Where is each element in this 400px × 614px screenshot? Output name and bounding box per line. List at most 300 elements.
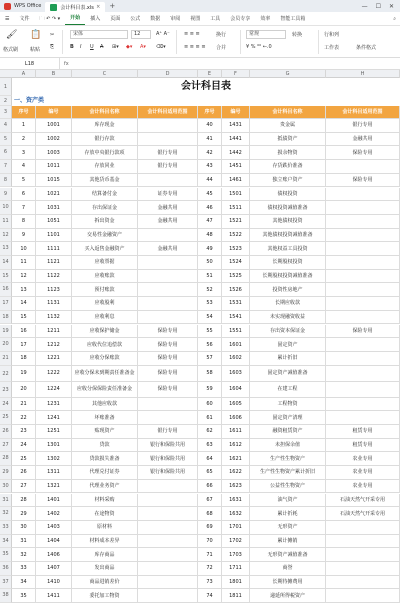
- table-cell[interactable]: 52: [198, 283, 222, 297]
- table-cell[interactable]: 买入返售金融资产: [72, 242, 138, 256]
- font-color-icon[interactable]: A▾: [140, 44, 146, 50]
- table-cell[interactable]: 31: [12, 535, 36, 549]
- table-cell[interactable]: 66: [198, 480, 222, 494]
- table-cell[interactable]: 租赁专用: [326, 425, 400, 439]
- table-cell[interactable]: 70: [198, 535, 222, 549]
- table-cell[interactable]: 1703: [222, 548, 250, 562]
- number-format-icons[interactable]: ¥ % ⁰⁰ ←.0: [246, 44, 272, 50]
- table-cell[interactable]: 商誉: [250, 562, 326, 576]
- table-cell[interactable]: 1602: [222, 352, 250, 366]
- table-cell[interactable]: 57: [198, 352, 222, 366]
- table-cell[interactable]: 累计折旧: [250, 352, 326, 366]
- table-cell[interactable]: 累计摊销: [250, 535, 326, 549]
- table-cell[interactable]: [138, 521, 198, 535]
- formula-input[interactable]: [73, 58, 400, 70]
- row-header-9[interactable]: 9: [0, 188, 12, 202]
- table-cell[interactable]: 1605: [222, 398, 250, 412]
- row-header-24[interactable]: 24: [0, 398, 12, 412]
- row-header-6[interactable]: 6: [0, 146, 12, 160]
- name-box[interactable]: L18: [0, 58, 60, 70]
- table-cell[interactable]: [138, 133, 198, 147]
- table-cell[interactable]: 1411: [36, 589, 72, 603]
- table-cell[interactable]: 46: [198, 201, 222, 215]
- table-cell[interactable]: 在途物资: [72, 507, 138, 521]
- table-cell[interactable]: 公益性生物资产: [250, 480, 326, 494]
- table-cell[interactable]: 1021: [36, 188, 72, 202]
- table-cell[interactable]: [138, 562, 198, 576]
- table-cell[interactable]: 67: [198, 494, 222, 508]
- table-cell[interactable]: 1631: [222, 494, 250, 508]
- table-cell[interactable]: 长期股权投资减值准备: [250, 270, 326, 284]
- table-cell[interactable]: 1702: [222, 535, 250, 549]
- table-cell[interactable]: 其他应收款: [72, 398, 138, 412]
- table-cell[interactable]: [138, 507, 198, 521]
- table-cell[interactable]: [138, 576, 198, 590]
- column-header-G[interactable]: G: [250, 70, 326, 78]
- table-cell[interactable]: 材料采购: [72, 494, 138, 508]
- table-cell[interactable]: [326, 188, 400, 202]
- table-cell[interactable]: 1521: [222, 215, 250, 229]
- italic-icon[interactable]: I: [80, 44, 82, 50]
- table-cell[interactable]: 1241: [36, 411, 72, 425]
- table-cell[interactable]: 1606: [222, 411, 250, 425]
- menu-item-8[interactable]: 会员专享: [230, 15, 251, 22]
- table-cell[interactable]: 1603: [222, 366, 250, 382]
- table-cell[interactable]: [326, 242, 400, 256]
- table-cell[interactable]: 保险专用: [138, 325, 198, 339]
- table-cell[interactable]: 贴现资产: [72, 425, 138, 439]
- table-cell[interactable]: 40: [198, 119, 222, 133]
- table-cell[interactable]: 投资性房地产: [250, 283, 326, 297]
- row-header-11[interactable]: 11: [0, 215, 12, 229]
- table-cell[interactable]: 1632: [222, 507, 250, 521]
- table-cell[interactable]: 拆出资金: [72, 215, 138, 229]
- table-cell[interactable]: 应收代位追偿款: [72, 338, 138, 352]
- table-cell[interactable]: 1132: [36, 311, 72, 325]
- table-cell[interactable]: 20: [12, 382, 36, 398]
- table-cell[interactable]: 银行和保险共用: [138, 452, 198, 466]
- table-cell[interactable]: [138, 270, 198, 284]
- table-cell[interactable]: 金融共用: [326, 133, 400, 147]
- table-cell[interactable]: 1622: [222, 466, 250, 480]
- table-cell[interactable]: 26: [12, 466, 36, 480]
- table-cell[interactable]: 固定资产: [250, 338, 326, 352]
- table-cell[interactable]: [138, 283, 198, 297]
- table-cell[interactable]: 1: [12, 119, 36, 133]
- table-cell[interactable]: 递延所得税资产: [250, 589, 326, 603]
- table-cell[interactable]: 石油天然气开采专用: [326, 507, 400, 521]
- menu-item-4[interactable]: 数据: [150, 15, 161, 22]
- table-cell[interactable]: 35: [12, 589, 36, 603]
- table-cell[interactable]: 存放中央银行款项: [72, 146, 138, 160]
- table-cell[interactable]: 50: [198, 256, 222, 270]
- table-cell[interactable]: 债权投资: [250, 188, 326, 202]
- row-header-22[interactable]: 22: [0, 366, 12, 382]
- table-cell[interactable]: 坏账准备: [72, 411, 138, 425]
- row-header-10[interactable]: 10: [0, 201, 12, 215]
- table-cell[interactable]: 证券专用: [138, 188, 198, 202]
- table-cell[interactable]: 3: [12, 146, 36, 160]
- app-home-tab[interactable]: [0, 0, 45, 12]
- table-cell[interactable]: [326, 229, 400, 243]
- table-cell[interactable]: 保险专用: [138, 338, 198, 352]
- table-cell[interactable]: 1406: [36, 548, 72, 562]
- convert-button[interactable]: 转换: [292, 32, 303, 38]
- search-icon[interactable]: ⌕: [393, 15, 396, 22]
- table-cell[interactable]: 29: [12, 507, 36, 521]
- table-cell[interactable]: [326, 562, 400, 576]
- table-cell[interactable]: 存出保证金: [72, 201, 138, 215]
- table-cell[interactable]: 1701: [222, 521, 250, 535]
- table-cell[interactable]: 1401: [36, 494, 72, 508]
- table-cell[interactable]: 41: [198, 133, 222, 147]
- table-cell[interactable]: 1541: [222, 311, 250, 325]
- table-cell[interactable]: 6: [12, 188, 36, 202]
- row-header-26[interactable]: 26: [0, 425, 12, 439]
- table-cell[interactable]: 保险专用: [138, 352, 198, 366]
- row-header-29[interactable]: 29: [0, 466, 12, 480]
- table-cell[interactable]: [326, 548, 400, 562]
- table-cell[interactable]: 71: [198, 548, 222, 562]
- table-cell[interactable]: 21: [12, 398, 36, 412]
- table-cell[interactable]: 62: [198, 425, 222, 439]
- table-cell[interactable]: 72: [198, 562, 222, 576]
- table-cell[interactable]: 金融共用: [138, 242, 198, 256]
- table-cell[interactable]: 1224: [36, 382, 72, 398]
- table-cell[interactable]: 17: [12, 338, 36, 352]
- table-cell[interactable]: [326, 398, 400, 412]
- table-cell[interactable]: 1711: [222, 562, 250, 576]
- table-cell[interactable]: 69: [198, 521, 222, 535]
- table-cell[interactable]: 保险专用: [326, 325, 400, 339]
- table-cell[interactable]: 原材料: [72, 521, 138, 535]
- table-cell[interactable]: 预付账款: [72, 283, 138, 297]
- table-cell[interactable]: 13: [12, 283, 36, 297]
- table-cell[interactable]: 1212: [36, 338, 72, 352]
- table-cell[interactable]: 农业专用: [326, 480, 400, 494]
- table-cell[interactable]: 累计折耗: [250, 507, 326, 521]
- table-cell[interactable]: 其他债权投资: [250, 215, 326, 229]
- table-cell[interactable]: 未实现融资收益: [250, 311, 326, 325]
- table-cell[interactable]: [326, 297, 400, 311]
- table-cell[interactable]: 27: [12, 480, 36, 494]
- spreadsheet-grid[interactable]: [0, 70, 400, 614]
- table-cell[interactable]: 应收保护储金: [72, 325, 138, 339]
- menu-item-10[interactable]: 智能工具箱: [280, 15, 306, 22]
- table-cell[interactable]: 73: [198, 576, 222, 590]
- align-top-icon[interactable]: ≡ ≡ ≡: [184, 31, 200, 37]
- table-cell[interactable]: 1301: [36, 439, 72, 453]
- table-cell[interactable]: 74: [198, 589, 222, 603]
- table-cell[interactable]: [138, 256, 198, 270]
- font-family-select[interactable]: 宋体: [70, 30, 128, 39]
- table-cell[interactable]: [326, 576, 400, 590]
- table-cell[interactable]: 1402: [36, 507, 72, 521]
- row-header-23[interactable]: 23: [0, 382, 12, 398]
- table-cell[interactable]: 24: [12, 439, 36, 453]
- table-cell[interactable]: [326, 589, 400, 603]
- table-cell[interactable]: 1531: [222, 297, 250, 311]
- row-header-36[interactable]: 36: [0, 562, 12, 576]
- table-cell[interactable]: 1442: [222, 146, 250, 160]
- menu-file[interactable]: 文件: [19, 15, 30, 22]
- table-cell[interactable]: 存出资本保证金: [250, 325, 326, 339]
- paste-icon[interactable]: 📋: [30, 30, 42, 40]
- table-cell[interactable]: 债权投资减值准备: [250, 201, 326, 215]
- table-cell[interactable]: 22: [12, 411, 36, 425]
- table-cell[interactable]: 63: [198, 439, 222, 453]
- font-size-select[interactable]: 12: [131, 30, 151, 39]
- table-cell[interactable]: 结算备付金: [72, 188, 138, 202]
- table-cell[interactable]: 银行专用: [138, 146, 198, 160]
- table-cell[interactable]: 石油天然气开采专用: [326, 494, 400, 508]
- table-cell[interactable]: 无形资产减值准备: [250, 548, 326, 562]
- table-cell[interactable]: 材料成本差异: [72, 535, 138, 549]
- row-header-8[interactable]: 8: [0, 174, 12, 188]
- table-cell[interactable]: 1524: [222, 256, 250, 270]
- menu-item-1[interactable]: 插入: [90, 15, 101, 22]
- table-cell[interactable]: 1441: [222, 133, 250, 147]
- table-cell[interactable]: [326, 352, 400, 366]
- table-cell[interactable]: 4: [12, 160, 36, 174]
- table-cell[interactable]: 1031: [36, 201, 72, 215]
- table-cell[interactable]: 18: [12, 352, 36, 366]
- table-cell[interactable]: 1410: [36, 576, 72, 590]
- menu-item-3[interactable]: 公式: [130, 15, 141, 22]
- table-cell[interactable]: 应收分保账款: [72, 352, 138, 366]
- number-format-select[interactable]: 常规: [246, 30, 286, 39]
- row-header-13[interactable]: 13: [0, 242, 12, 256]
- row-header-19[interactable]: 19: [0, 325, 12, 339]
- table-cell[interactable]: 1111: [36, 242, 72, 256]
- row-header-1[interactable]: 1: [0, 78, 12, 96]
- menu-item-9[interactable]: 效率: [260, 15, 271, 22]
- table-cell[interactable]: 应收票据: [72, 256, 138, 270]
- document-tab[interactable]: [45, 2, 105, 12]
- table-cell[interactable]: 64: [198, 452, 222, 466]
- table-cell[interactable]: 54: [198, 311, 222, 325]
- quick-access-icons[interactable]: 🗀 ↶ ↷ ▾: [39, 15, 61, 22]
- table-cell[interactable]: 其他货币基金: [72, 174, 138, 188]
- table-cell[interactable]: 7: [12, 201, 36, 215]
- minimize-icon[interactable]: —: [361, 2, 368, 10]
- close-window-icon[interactable]: ✕: [388, 2, 394, 10]
- table-cell[interactable]: 58: [198, 366, 222, 382]
- table-cell[interactable]: 49: [198, 242, 222, 256]
- table-cell[interactable]: 委托加工物资: [72, 589, 138, 603]
- table-cell[interactable]: 9: [12, 229, 36, 243]
- table-cell[interactable]: [138, 589, 198, 603]
- table-cell[interactable]: [326, 535, 400, 549]
- row-header-34[interactable]: 34: [0, 535, 12, 549]
- row-header-14[interactable]: 14: [0, 256, 12, 270]
- table-cell[interactable]: 固定资产清理: [250, 411, 326, 425]
- table-cell[interactable]: 生产性生物资产: [250, 452, 326, 466]
- strikethrough-icon[interactable]: A: [100, 44, 104, 50]
- table-cell[interactable]: 53: [198, 297, 222, 311]
- column-header-E[interactable]: E: [198, 70, 222, 78]
- table-cell[interactable]: 贷款损失准备: [72, 452, 138, 466]
- table-cell[interactable]: 农业专用: [326, 466, 400, 480]
- table-cell[interactable]: [138, 494, 198, 508]
- format-painter-button[interactable]: 格式刷: [3, 47, 19, 53]
- table-cell[interactable]: 60: [198, 398, 222, 412]
- maximize-icon[interactable]: ☐: [375, 2, 381, 10]
- table-cell[interactable]: 10: [12, 242, 36, 256]
- table-cell[interactable]: 农业专用: [326, 452, 400, 466]
- row-header-16[interactable]: 16: [0, 283, 12, 297]
- close-tab-icon[interactable]: ×: [96, 4, 101, 10]
- row-header-32[interactable]: 32: [0, 507, 12, 521]
- table-cell[interactable]: [326, 201, 400, 215]
- table-cell[interactable]: 保险专用: [326, 174, 400, 188]
- row-header-25[interactable]: 25: [0, 411, 12, 425]
- table-cell[interactable]: 存放同业: [72, 160, 138, 174]
- table-cell[interactable]: 存货跌价准备: [250, 160, 326, 174]
- table-cell[interactable]: 11: [12, 256, 36, 270]
- table-cell[interactable]: 16: [12, 325, 36, 339]
- table-cell[interactable]: [326, 215, 400, 229]
- table-cell[interactable]: 23: [12, 425, 36, 439]
- table-cell[interactable]: 1501: [222, 188, 250, 202]
- table-cell[interactable]: 14: [12, 297, 36, 311]
- table-cell[interactable]: 1302: [36, 452, 72, 466]
- table-cell[interactable]: 45: [198, 188, 222, 202]
- table-cell[interactable]: 金融共用: [138, 215, 198, 229]
- table-cell[interactable]: 银行和保险共用: [138, 466, 198, 480]
- table-cell[interactable]: 代理兑付证券: [72, 466, 138, 480]
- row-header-2[interactable]: 2: [0, 96, 12, 106]
- table-cell[interactable]: 银行专用: [138, 425, 198, 439]
- table-cell[interactable]: 1122: [36, 270, 72, 284]
- table-cell[interactable]: [138, 480, 198, 494]
- menu-item-6[interactable]: 视图: [190, 15, 201, 22]
- table-cell[interactable]: 19: [12, 366, 36, 382]
- border-icon[interactable]: ⊞▾: [112, 44, 119, 50]
- table-cell[interactable]: 保险专用: [326, 146, 400, 160]
- table-cell[interactable]: [138, 311, 198, 325]
- new-tab-icon[interactable]: +: [109, 2, 116, 10]
- table-cell[interactable]: 商品进销差价: [72, 576, 138, 590]
- table-cell[interactable]: 1121: [36, 256, 72, 270]
- table-cell[interactable]: 应收股利: [72, 297, 138, 311]
- table-cell[interactable]: 51: [198, 270, 222, 284]
- table-cell[interactable]: 其他权益工具投资: [250, 242, 326, 256]
- table-cell[interactable]: 1321: [36, 480, 72, 494]
- row-header-7[interactable]: 7: [0, 160, 12, 174]
- table-cell[interactable]: [326, 160, 400, 174]
- table-cell[interactable]: 1526: [222, 283, 250, 297]
- table-cell[interactable]: 油气资产: [250, 494, 326, 508]
- table-cell[interactable]: 生产性生物资产累计折旧: [250, 466, 326, 480]
- table-cell[interactable]: 1811: [222, 589, 250, 603]
- column-header-H[interactable]: H: [326, 70, 400, 78]
- table-cell[interactable]: 1015: [36, 174, 72, 188]
- table-cell[interactable]: 65: [198, 466, 222, 480]
- table-cell[interactable]: 代理业务资产: [72, 480, 138, 494]
- table-cell[interactable]: 交易性金融资产: [72, 229, 138, 243]
- row-header-12[interactable]: 12: [0, 229, 12, 243]
- table-cell[interactable]: 1611: [222, 425, 250, 439]
- bold-icon[interactable]: B: [70, 44, 74, 50]
- table-cell[interactable]: 1311: [36, 466, 72, 480]
- table-cell[interactable]: 47: [198, 215, 222, 229]
- table-cell[interactable]: 银行专用: [138, 160, 198, 174]
- column-header-A[interactable]: A: [12, 70, 36, 78]
- table-cell[interactable]: 抵债资产: [250, 133, 326, 147]
- row-header-28[interactable]: 28: [0, 452, 12, 466]
- table-cell[interactable]: 1525: [222, 270, 250, 284]
- fill-color-icon[interactable]: ◆▾: [126, 44, 133, 50]
- table-cell[interactable]: 1621: [222, 452, 250, 466]
- table-cell[interactable]: 8: [12, 215, 36, 229]
- menu-item-5[interactable]: 审阅: [170, 15, 181, 22]
- table-cell[interactable]: 61: [198, 411, 222, 425]
- table-cell[interactable]: 43: [198, 160, 222, 174]
- table-cell[interactable]: 12: [12, 270, 36, 284]
- table-cell[interactable]: 租赁专用: [326, 439, 400, 453]
- table-cell[interactable]: 发出商品: [72, 562, 138, 576]
- table-cell[interactable]: 30: [12, 521, 36, 535]
- row-header-35[interactable]: 35: [0, 548, 12, 562]
- table-cell[interactable]: 1222: [36, 366, 72, 382]
- table-cell[interactable]: 银行存款: [72, 133, 138, 147]
- row-header-38[interactable]: 38: [0, 589, 12, 603]
- table-cell[interactable]: 保险专用: [138, 382, 198, 398]
- menu-item-7[interactable]: 工具: [210, 15, 221, 22]
- row-header-5[interactable]: 5: [0, 133, 12, 147]
- table-cell[interactable]: 1404: [36, 535, 72, 549]
- table-cell[interactable]: 1623: [222, 480, 250, 494]
- row-header-18[interactable]: 18: [0, 311, 12, 325]
- table-cell[interactable]: [326, 382, 400, 398]
- table-cell[interactable]: 1003: [36, 146, 72, 160]
- table-cell[interactable]: [326, 411, 400, 425]
- column-header-B[interactable]: B: [36, 70, 72, 78]
- table-cell[interactable]: 融资租赁资产: [250, 425, 326, 439]
- table-cell[interactable]: 1431: [222, 119, 250, 133]
- table-cell[interactable]: 33: [12, 562, 36, 576]
- menu-item-2[interactable]: 页面: [110, 15, 121, 22]
- table-cell[interactable]: [326, 366, 400, 382]
- table-cell[interactable]: 1407: [36, 562, 72, 576]
- table-cell[interactable]: 1251: [36, 425, 72, 439]
- table-cell[interactable]: 55: [198, 325, 222, 339]
- table-cell[interactable]: 1051: [36, 215, 72, 229]
- table-cell[interactable]: 库存现金: [72, 119, 138, 133]
- table-cell[interactable]: 未担保余值: [250, 439, 326, 453]
- table-cell[interactable]: 1604: [222, 382, 250, 398]
- fx-icon[interactable]: fx: [64, 60, 69, 67]
- row-header-33[interactable]: 33: [0, 521, 12, 535]
- copy-icon[interactable]: ⎘: [50, 44, 55, 50]
- table-cell[interactable]: 1011: [36, 160, 72, 174]
- table-cell[interactable]: 应收账款: [72, 270, 138, 284]
- align-left-icon[interactable]: ≡ ≡ ≡ ≡: [184, 44, 206, 50]
- table-cell[interactable]: 应收利息: [72, 311, 138, 325]
- table-cell[interactable]: [326, 338, 400, 352]
- table-cell[interactable]: 1101: [36, 229, 72, 243]
- table-cell[interactable]: 无形资产: [250, 521, 326, 535]
- table-cell[interactable]: 1523: [222, 242, 250, 256]
- table-cell[interactable]: [326, 311, 400, 325]
- row-header-31[interactable]: 31: [0, 494, 12, 508]
- table-cell[interactable]: 其他债权投资减值准备: [250, 229, 326, 243]
- table-cell[interactable]: 1522: [222, 229, 250, 243]
- table-cell[interactable]: 56: [198, 338, 222, 352]
- table-cell[interactable]: 1123: [36, 283, 72, 297]
- table-cell[interactable]: 34: [12, 576, 36, 590]
